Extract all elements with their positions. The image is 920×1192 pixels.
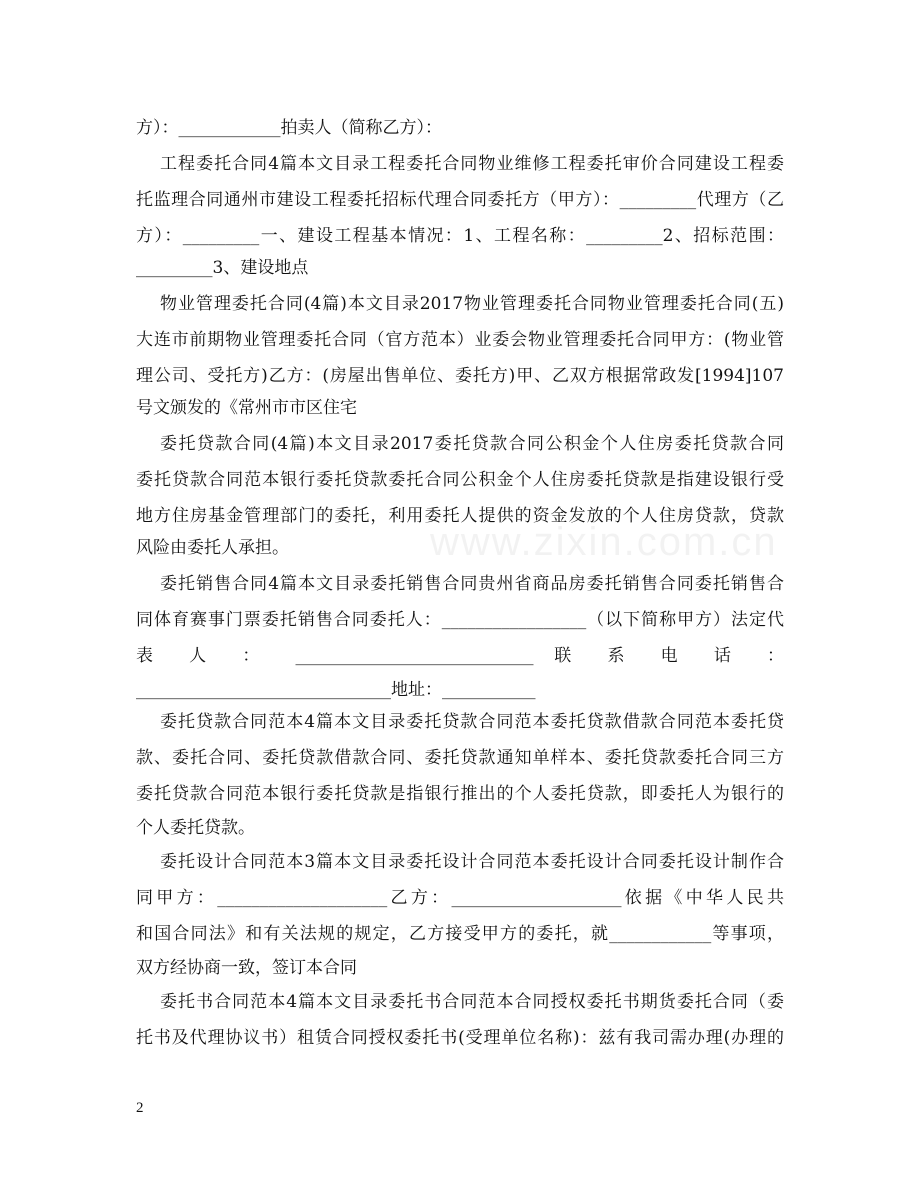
text-line: 托书及代理协议书）租赁合同授权委托书(受理单位名称)：兹有我司需办理(办理的 [136, 1028, 784, 1048]
text-line: 号文颁发的《常州市市区住宅 [136, 398, 357, 418]
paragraph-first-line: 物业管理委托合同(4篇)本文目录2017物业管理委托合同物业管理委托合同(五) [160, 294, 784, 314]
text-line: 方）：____________拍卖人（简称乙方）： [136, 118, 442, 138]
text-line: 大连市前期物业管理委托合同（官方范本）业委会物业管理委托合同甲方：(物业管 [136, 330, 784, 350]
text-line: 方）：_________一、建设工程基本情况：1、工程名称：_________2、招标范围： [136, 226, 784, 246]
paragraph-first-line: 委托贷款合同(4篇)本文目录2017委托贷款合同公积金个人住房委托贷款合同 [160, 434, 784, 454]
text-line: 表 人 ： ____________________________ 联 系 电 话 ： [136, 646, 784, 666]
text-line: 委托贷款合同范本银行委托贷款委托合同公积金个人住房委托贷款是指建设银行受 [136, 470, 784, 490]
paragraph-first-line: 委托书合同范本4篇本文目录委托书合同范本合同授权委托书期货委托合同（委 [160, 992, 784, 1012]
paragraph-first-line: 委托设计合同范本3篇本文目录委托设计合同范本委托设计合同委托设计制作合 [160, 852, 784, 872]
text-line: 同甲方：____________________乙方：____________________依据《中华人民共 [136, 888, 784, 908]
text-line: _________3、建设地点 [136, 258, 309, 278]
text-line: 理公司、受托方)乙方：(房屋出售单位、委托方)甲、乙双方根据常政发[1994]107 [136, 366, 784, 386]
text-line: 同体育赛事门票委托销售合同委托人：_________________（以下简称甲方）法定代 [136, 610, 784, 630]
text-line: 风险由委托人承担。 [136, 538, 289, 558]
text-line: ______________________________地址：___________ [136, 680, 536, 700]
paragraph-first-line: 委托销售合同4篇本文目录委托销售合同贵州省商品房委托销售合同委托销售合 [160, 574, 784, 594]
text-line: 双方经协商一致，签订本合同 [136, 958, 357, 978]
text-line: 地方住房基金管理部门的委托，利用委托人提供的资金发放的个人住房贷款，贷款 [136, 506, 784, 526]
text-line: 托监理合同通州市建设工程委托招标代理合同委托方（甲方）：_________代理方（乙 [136, 190, 784, 210]
watermark: www.zixin.com.cn [430, 520, 778, 564]
paragraph-first-line: 工程委托合同4篇本文目录工程委托合同物业维修工程委托审价合同建设工程委 [160, 154, 784, 174]
text-line: 委托贷款合同范本银行委托贷款是指银行推出的个人委托贷款，即委托人为银行的 [136, 784, 784, 804]
paragraph-first-line: 委托贷款合同范本4篇本文目录委托贷款合同范本委托贷款借款合同范本委托贷 [160, 712, 784, 732]
page-number: 2 [136, 1100, 144, 1116]
text-line: 款、委托合同、委托贷款借款合同、委托贷款通知单样本、委托贷款委托合同三方 [136, 748, 784, 768]
text-line: 个人委托贷款。 [136, 818, 255, 838]
text-line: 和国合同法》和有关法规的规定，乙方接受甲方的委托，就____________等事项， [136, 924, 784, 944]
